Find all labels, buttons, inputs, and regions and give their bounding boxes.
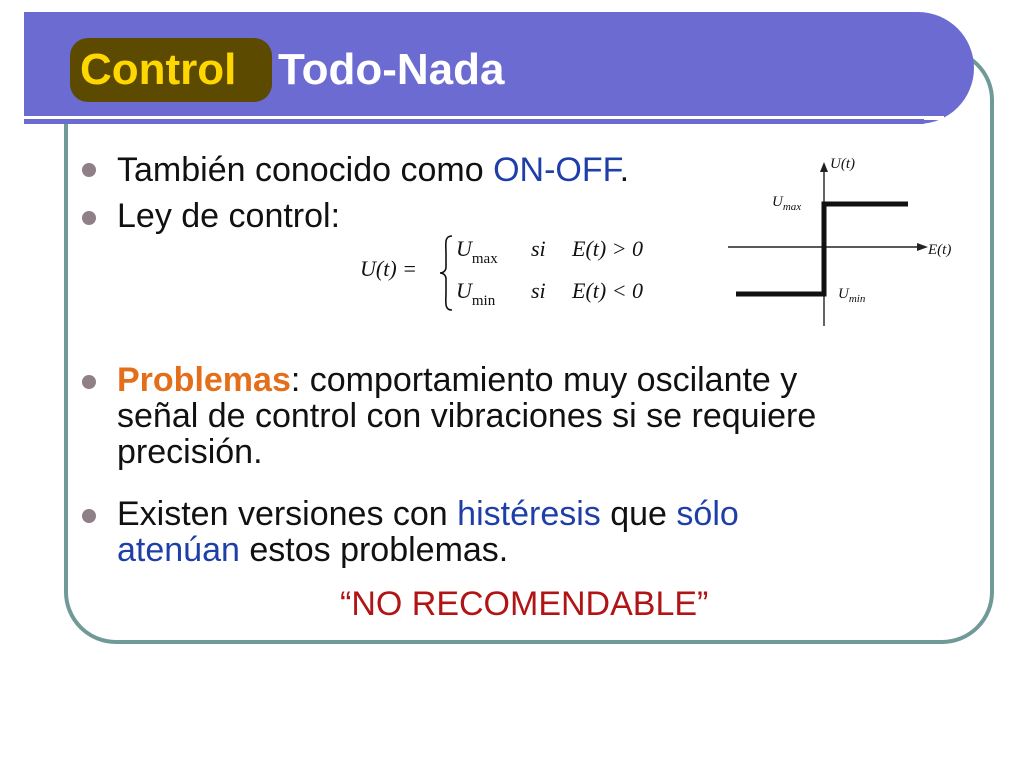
- title-highlight-word: Control: [80, 45, 237, 94]
- graph-x-label: E(t): [928, 242, 952, 258]
- formula-lhs: U(t) =: [360, 256, 417, 281]
- bullet-1-post: .: [619, 151, 630, 189]
- graph-umax-sub: max: [782, 201, 802, 213]
- formula-row-2-cond: si: [531, 278, 546, 303]
- graph-relay-curve: [736, 204, 908, 294]
- graph-umin-sub: min: [848, 293, 866, 305]
- bullet-3-line-2: señal de control con vibraciones si se requiere: [117, 397, 817, 435]
- bullet-3-line-3: precisión.: [117, 433, 263, 471]
- bullet-2-text: Ley de control:: [117, 197, 341, 235]
- formula-row-1: [456, 236, 498, 267]
- bullet-4-mid: que: [600, 495, 677, 533]
- graph-y-label: U(t): [830, 156, 855, 172]
- formula-row-1-cond: si: [531, 236, 546, 261]
- on-off-graph: [720, 148, 980, 330]
- bullet-4-highlight-1: histéresis: [457, 495, 601, 533]
- bullet-4-pre: Existen versiones con: [117, 495, 458, 533]
- graph-umax-main: U: [772, 194, 783, 210]
- bullet-4-line-1: [117, 496, 739, 533]
- bullet-dot: [82, 163, 96, 177]
- bullet-dot: [82, 509, 96, 523]
- bullet-1-text: [117, 152, 629, 189]
- bullet-3-line-1: [117, 362, 797, 399]
- bullet-1-highlight: ON-OFF: [493, 151, 620, 189]
- graph-umin-label: [838, 286, 866, 305]
- bullet-dot: [82, 375, 96, 389]
- formula-row-1-sub: max: [471, 251, 498, 267]
- bullet-1-pre: También conocido como: [117, 151, 494, 189]
- formula-brace: [438, 234, 454, 312]
- bullet-3-line-1-rest: : comportamiento muy oscilante y: [290, 361, 798, 399]
- graph-umin-main: U: [838, 286, 849, 302]
- graph-umax-label: [772, 194, 801, 213]
- graph-y-arrow: [820, 162, 828, 172]
- graph-x-arrow: [917, 243, 928, 251]
- formula-row-2-rel: E(t) < 0: [572, 278, 644, 303]
- formula-row-1-u: U: [456, 236, 472, 261]
- bullet-4-line-2: [117, 532, 508, 569]
- bullet-3-highlight: Problemas: [117, 361, 291, 399]
- bullet-4-highlight-3: atenúan: [117, 531, 240, 569]
- title-text: Todo-Nada: [278, 45, 505, 94]
- formula-row-2-u: U: [456, 278, 472, 303]
- formula-row-1-rel: E(t) > 0: [572, 236, 644, 261]
- bullet-4-post: estos problemas.: [239, 531, 509, 569]
- title-underline: [24, 119, 924, 124]
- recommendation-note: “NO RECOMENDABLE”: [340, 585, 709, 623]
- formula-row-2-sub: min: [471, 293, 496, 309]
- bullet-dot: [82, 211, 96, 225]
- bullet-4-highlight-2: sólo: [676, 495, 739, 533]
- formula-row-2: [456, 278, 496, 309]
